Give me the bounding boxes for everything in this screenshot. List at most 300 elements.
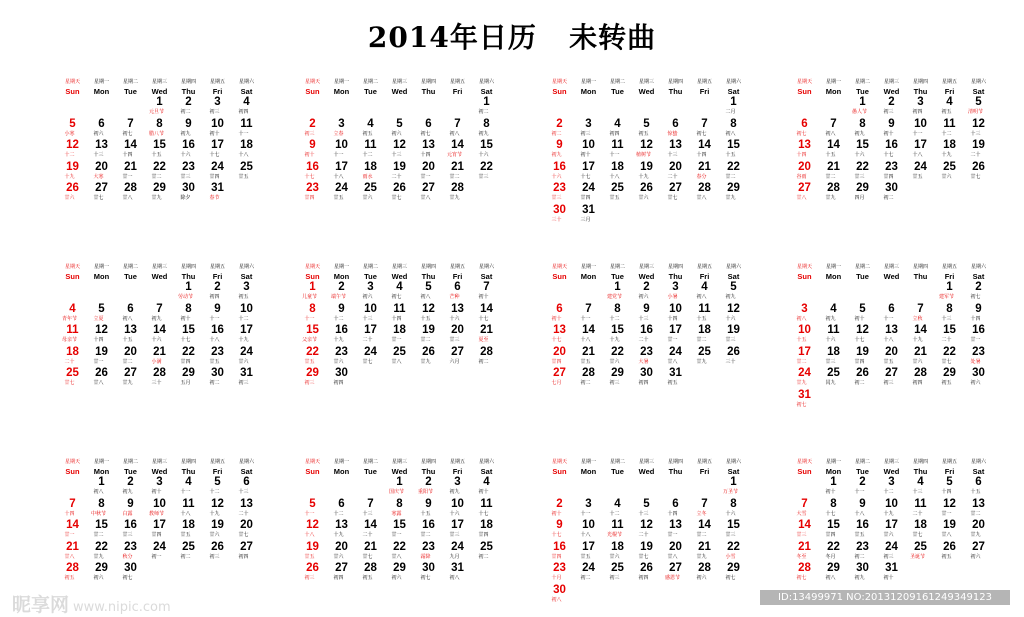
day-cell	[906, 303, 935, 325]
day-cell	[964, 161, 993, 183]
day-cell	[632, 541, 661, 563]
day-cell	[174, 303, 203, 325]
weekday-cn: 星期四	[180, 79, 196, 85]
empty-cell	[385, 96, 414, 118]
lunar-date: 十四	[64, 510, 75, 517]
day-number: 5	[98, 302, 105, 315]
day-cell	[661, 303, 690, 325]
day-cell	[877, 324, 906, 346]
lunar-date: 初九	[854, 575, 865, 581]
weekday-header	[964, 78, 993, 96]
month-4	[790, 78, 1000, 204]
day-number: 4	[946, 96, 953, 108]
day-number: 22	[827, 540, 840, 553]
day-number: 13	[553, 324, 566, 336]
weekday-cn: 星期五	[696, 264, 712, 270]
lunar-date: 廿五	[333, 195, 344, 201]
lunar-date: 初十	[478, 489, 489, 495]
empty-cell	[545, 96, 574, 118]
lunar-date: 初九	[551, 152, 562, 158]
weekday-cn: 星期一	[93, 459, 109, 465]
lunar-date: 十三	[391, 152, 402, 158]
weekday-cn: 星期天	[304, 79, 320, 85]
day-number: 1	[483, 96, 490, 108]
weekday-cn: 星期天	[551, 264, 567, 270]
lunar-date: 廿五	[238, 173, 249, 180]
weekday-en: Thu	[181, 87, 196, 96]
day-number: 7	[69, 497, 76, 510]
day-cell	[877, 139, 906, 161]
day-cell	[174, 324, 203, 346]
empty-cell	[443, 96, 472, 118]
day-cell	[58, 562, 87, 584]
weekday-en: Wed	[151, 272, 168, 281]
weekday-header	[690, 263, 719, 281]
day-number: 4	[483, 476, 490, 488]
weekday-cn: 星期天	[64, 264, 80, 270]
lunar-date: 十六	[449, 510, 460, 517]
day-cell	[661, 139, 690, 161]
day-cell	[877, 519, 906, 541]
lunar-date: 十三	[362, 510, 373, 517]
day-cell	[603, 541, 632, 563]
lunar-date: 父亲节	[301, 337, 317, 343]
lunar-date: 廿八	[391, 358, 402, 365]
lunar-date: 十六	[725, 315, 736, 322]
lunar-date: 清明节	[967, 109, 983, 115]
day-number: 27	[669, 562, 682, 574]
weekday-cn: 星期六	[970, 264, 986, 270]
lunar-date: 初八	[825, 575, 836, 581]
day-number: 15	[727, 139, 740, 151]
day-number: 23	[306, 182, 319, 194]
lunar-date: 初四	[912, 109, 923, 115]
day-cell	[790, 519, 819, 541]
lunar-date: 十四	[122, 152, 133, 158]
lunar-date: 廿八	[93, 380, 104, 386]
day-cell	[472, 498, 501, 520]
day-cell	[877, 346, 906, 368]
lunar-date: 廿二	[796, 358, 807, 365]
day-number: 25	[827, 367, 840, 379]
weekday-en: Mon	[93, 87, 110, 96]
weekday-header	[877, 458, 906, 476]
lunar-date: 初六	[93, 130, 104, 137]
day-cell	[877, 96, 906, 118]
weekday-en: Wed	[391, 467, 408, 476]
lunar-date: 初九	[478, 130, 489, 137]
lunar-date: 廿六	[238, 358, 249, 365]
day-number: 12	[66, 139, 79, 151]
day-number: 5	[730, 281, 737, 293]
day-number: 1	[309, 281, 316, 293]
day-number: 9	[975, 302, 982, 315]
day-cell	[603, 498, 632, 520]
day-cell	[661, 562, 690, 584]
day-number: 4	[614, 117, 621, 130]
day-cell	[414, 324, 443, 346]
lunar-date: 十九	[209, 510, 220, 517]
day-cell	[632, 161, 661, 183]
day-number: 22	[95, 540, 108, 553]
weekday-cn: 星期四	[420, 79, 436, 85]
month-2	[298, 78, 508, 204]
day-cell	[472, 303, 501, 325]
day-number: 26	[640, 562, 653, 574]
day-cell	[719, 519, 748, 541]
weekday-cn: 星期五	[209, 79, 225, 85]
day-number: 6	[127, 302, 134, 315]
month-5	[58, 263, 268, 389]
lunar-date: 廿七	[638, 553, 649, 560]
day-number: 14	[914, 324, 927, 336]
lunar-date: 初七	[796, 401, 807, 408]
day-cell	[298, 303, 327, 325]
lunar-date: 春节	[209, 195, 220, 201]
lunar-date: 廿五	[209, 358, 220, 365]
weekday-cn: 星期六	[238, 459, 254, 465]
weekday-cn: 星期二	[854, 264, 870, 270]
weekday-cn: 星期四	[912, 264, 928, 270]
day-cell	[819, 303, 848, 325]
weekday-en: Sat	[240, 272, 253, 281]
day-cell	[661, 281, 690, 303]
weekday-header	[174, 458, 203, 476]
day-cell	[719, 96, 748, 118]
day-number: 29	[727, 182, 740, 194]
day-number: 28	[698, 562, 711, 574]
day-number: 2	[425, 476, 432, 488]
day-cell	[690, 161, 719, 183]
weekday-en: Fri	[452, 272, 463, 281]
day-cell	[203, 324, 232, 346]
lunar-date: 初九	[825, 315, 836, 322]
lunar-date: 初八	[449, 575, 460, 581]
weekday-header	[298, 263, 327, 281]
lunar-date: 元旦节	[148, 109, 164, 115]
day-cell	[356, 324, 385, 346]
weekday-header	[145, 263, 174, 281]
empty-cell	[603, 96, 632, 118]
weekday-en: Sat	[480, 467, 493, 476]
weekday-cn: 星期天	[304, 459, 320, 465]
day-number: 31	[240, 367, 253, 379]
day-cell	[906, 541, 935, 563]
day-cell	[906, 498, 935, 520]
lunar-date: 初四	[638, 380, 649, 386]
day-number: 30	[640, 367, 653, 379]
day-number: 21	[124, 160, 137, 173]
lunar-date: 廿六	[609, 358, 620, 365]
weekday-en: Wed	[638, 467, 655, 476]
day-cell	[848, 324, 877, 346]
lunar-date: 廿一	[93, 358, 104, 365]
day-cell	[327, 139, 356, 161]
day-cell	[819, 139, 848, 161]
day-cell	[574, 498, 603, 520]
day-cell	[327, 281, 356, 303]
lunar-date: 圣诞节	[909, 553, 925, 560]
day-number: 24	[451, 540, 464, 553]
month-11	[545, 458, 755, 605]
day-cell	[116, 498, 145, 520]
lunar-date: 初八	[420, 294, 431, 300]
lunar-date: 廿二	[696, 532, 707, 538]
lunar-date: 元宵节	[446, 152, 462, 158]
day-number: 16	[124, 519, 137, 531]
empty-cell	[298, 96, 327, 118]
day-cell	[414, 281, 443, 303]
day-number: 16	[553, 160, 566, 173]
lunar-date: 十七	[304, 173, 315, 180]
site-watermark	[12, 590, 171, 617]
weekday-en: Sat	[480, 87, 493, 96]
weekday-header	[203, 458, 232, 476]
day-number: 9	[556, 519, 563, 531]
day-number: 3	[917, 96, 924, 108]
day-cell	[58, 519, 87, 541]
lunar-date: 廿八	[420, 195, 431, 201]
day-number: 2	[859, 476, 866, 488]
day-number: 6	[672, 497, 679, 510]
day-number: 8	[185, 302, 192, 315]
weekday-en: Tue	[364, 467, 377, 476]
day-number: 13	[95, 139, 108, 151]
day-number: 30	[553, 203, 566, 216]
day-cell	[203, 96, 232, 118]
lunar-date: 十八	[304, 532, 315, 538]
day-cell	[661, 346, 690, 368]
lunar-date: 十五	[970, 489, 981, 495]
weekday-en: Sun	[552, 272, 567, 281]
day-number: 29	[827, 562, 840, 574]
weekday-header	[232, 263, 261, 281]
lunar-date: 十四	[796, 152, 807, 158]
day-cell	[574, 182, 603, 204]
day-number: 2	[556, 497, 563, 510]
lunar-date: 初八	[551, 596, 562, 603]
day-cell	[790, 324, 819, 346]
empty-cell	[545, 281, 574, 303]
day-cell	[906, 161, 935, 183]
day-cell	[116, 324, 145, 346]
weekday-en: Thu	[913, 467, 928, 476]
day-number: 25	[943, 160, 956, 173]
weekday-header	[719, 78, 748, 96]
day-number: 14	[153, 324, 166, 336]
lunar-date: 十九	[333, 532, 344, 538]
image-id-stamp: ID:13499971 NO:20131209161249349123	[760, 590, 1010, 605]
day-cell	[545, 367, 574, 389]
day-number: 17	[885, 519, 898, 531]
day-number: 14	[698, 519, 711, 531]
day-number: 23	[211, 345, 224, 358]
weekday-en: Sat	[727, 87, 740, 96]
day-number: 14	[698, 139, 711, 151]
day-number: 11	[182, 497, 195, 510]
day-cell	[87, 139, 116, 161]
day-cell	[661, 519, 690, 541]
day-cell	[632, 367, 661, 389]
day-cell	[574, 118, 603, 140]
day-number: 14	[451, 139, 464, 151]
weekday-en: Sat	[240, 87, 253, 96]
weekday-header	[848, 458, 877, 476]
day-number: 6	[556, 302, 563, 315]
weekday-header	[632, 263, 661, 281]
day-number: 24	[335, 182, 348, 194]
lunar-date: 十三	[970, 130, 981, 137]
day-number: 25	[182, 540, 195, 553]
lunar-date: 七月	[551, 380, 562, 386]
lunar-date: 初六	[391, 130, 402, 137]
day-number: 23	[422, 540, 435, 553]
weekday-header	[719, 263, 748, 281]
weekday-cn: 星期一	[580, 459, 596, 465]
day-number: 8	[156, 117, 163, 130]
lunar-date: 初二	[580, 380, 591, 386]
day-cell	[203, 182, 232, 204]
day-cell	[877, 476, 906, 498]
lunar-date: 廿三	[478, 173, 489, 180]
lunar-date: 光棍节	[606, 532, 622, 538]
weekday-cn: 星期一	[333, 264, 349, 270]
day-number: 22	[727, 160, 740, 173]
day-cell	[472, 346, 501, 368]
day-cell	[661, 498, 690, 520]
weekday-header	[58, 458, 87, 476]
weekday-cn: 星期四	[420, 264, 436, 270]
day-cell	[690, 541, 719, 563]
empty-cell	[819, 281, 848, 303]
lunar-date: 十八	[333, 173, 344, 180]
day-cell	[661, 182, 690, 204]
lunar-date: 初七	[970, 294, 981, 300]
day-number: 5	[859, 302, 866, 315]
lunar-date: 二十	[362, 532, 373, 538]
lunar-date: 初七	[696, 130, 707, 137]
day-number: 13	[240, 497, 253, 510]
day-cell	[545, 541, 574, 563]
day-number: 18	[480, 519, 493, 531]
weekday-en: Sun	[797, 87, 812, 96]
weekday-en: Tue	[611, 272, 624, 281]
weekday-en: Fri	[699, 272, 710, 281]
weekday-header	[385, 78, 414, 96]
day-cell	[545, 498, 574, 520]
empty-cell	[545, 476, 574, 498]
day-number: 3	[585, 497, 592, 510]
lunar-date: 十八	[609, 173, 620, 180]
lunar-date: 廿四	[580, 195, 591, 201]
weekday-cn: 星期二	[609, 79, 625, 85]
weekday-en: Wed	[151, 87, 168, 96]
weekday-header	[298, 458, 327, 476]
day-cell	[385, 139, 414, 161]
day-number: 14	[364, 519, 377, 531]
lunar-date: 初九	[725, 294, 736, 300]
day-number: 4	[367, 117, 374, 130]
day-cell	[203, 303, 232, 325]
day-cell	[935, 324, 964, 346]
day-cell	[232, 498, 261, 520]
lunar-date: 初八	[122, 315, 133, 322]
day-cell	[877, 182, 906, 204]
empty-cell	[356, 476, 385, 498]
day-number: 12	[640, 139, 653, 151]
empty-cell	[690, 476, 719, 498]
day-number: 28	[698, 182, 711, 194]
day-cell	[848, 139, 877, 161]
day-cell	[877, 541, 906, 563]
day-number: 3	[585, 117, 592, 130]
day-number: 22	[856, 160, 869, 173]
weekday-en: Wed	[638, 272, 655, 281]
weekday-en: Sun	[305, 272, 320, 281]
empty-cell	[298, 476, 327, 498]
day-number: 18	[698, 324, 711, 336]
lunar-date: 十八	[580, 337, 591, 343]
weekday-cn: 星期三	[151, 264, 167, 270]
day-cell	[545, 346, 574, 368]
day-cell	[574, 204, 603, 226]
lunar-date: 十三	[238, 489, 249, 495]
lunar-date: 十四	[667, 510, 678, 517]
day-cell	[145, 367, 174, 389]
lunar-date: 初五	[362, 130, 373, 137]
day-cell	[603, 139, 632, 161]
lunar-date: 二十	[64, 358, 75, 365]
weekday-en: Fri	[944, 272, 955, 281]
day-cell	[203, 541, 232, 563]
day-number: 7	[483, 281, 490, 293]
lunar-date: 立夏	[93, 315, 104, 322]
empty-cell	[877, 281, 906, 303]
lunar-date: 腊八节	[148, 130, 164, 137]
day-cell	[87, 498, 116, 520]
day-cell	[574, 346, 603, 368]
weekday-cn: 星期一	[333, 79, 349, 85]
day-cell	[356, 562, 385, 584]
day-number: 3	[156, 476, 163, 488]
lunar-date: 十九	[333, 337, 344, 343]
day-number: 17	[582, 160, 595, 173]
month-12	[790, 458, 1000, 584]
day-cell	[719, 346, 748, 368]
day-cell	[116, 562, 145, 584]
day-cell	[327, 324, 356, 346]
day-cell	[964, 367, 993, 389]
day-number: 4	[243, 96, 250, 108]
day-cell	[356, 498, 385, 520]
lunar-date: 二十	[638, 532, 649, 538]
weekday-cn: 星期四	[667, 79, 683, 85]
day-cell	[443, 303, 472, 325]
day-number: 23	[553, 182, 566, 194]
day-cell	[298, 161, 327, 183]
day-number: 16	[640, 324, 653, 336]
lunar-date: 谷雨	[796, 173, 807, 180]
day-cell	[174, 519, 203, 541]
day-cell	[964, 118, 993, 140]
day-number: 23	[972, 345, 985, 358]
lunar-date: 十六	[180, 152, 191, 158]
day-cell	[790, 346, 819, 368]
lunar-date: 大暑	[638, 358, 649, 365]
day-cell	[603, 346, 632, 368]
weekday-en: Mon	[93, 467, 110, 476]
weekday-header	[632, 78, 661, 96]
